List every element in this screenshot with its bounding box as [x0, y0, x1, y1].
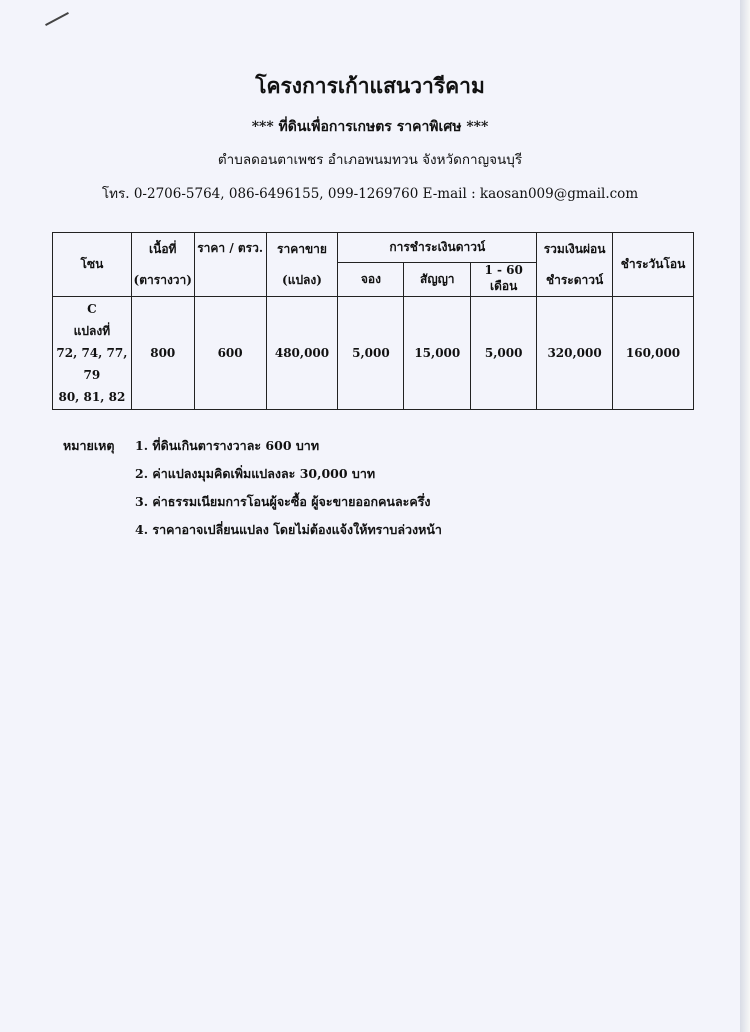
plots-list-1: 72, 74, 77, 79 — [56, 346, 128, 382]
table-row — [53, 297, 694, 410]
header-months: 1 - 60 เดือน — [471, 263, 537, 297]
header-contract: สัญญา — [404, 263, 471, 297]
cell-zone — [53, 297, 132, 410]
notes-label: หมายเหตุ — [63, 438, 115, 453]
header-booking: จอง — [338, 263, 404, 297]
cell-transfer-payment: 160,000 — [613, 297, 694, 410]
header-area — [131, 233, 194, 297]
header-zone: โซน — [53, 233, 132, 297]
document-title: โครงการเก้าแสนวารีคาม — [255, 73, 485, 98]
document-subtitle: *** ที่ดินเพื่อการเกษตร ราคาพิเศษ *** — [251, 119, 489, 135]
header-total-installment-label: รวมเงินผ่อน — [543, 241, 606, 256]
header-price-per-sqw: ราคา / ตรว. — [194, 233, 266, 297]
header-area-label: เนื้อที่ — [149, 241, 177, 256]
cell-total-installment: 320,000 — [537, 297, 613, 410]
header-sale-price — [266, 233, 338, 297]
header-area-unit: (ตารางวา) — [133, 272, 192, 287]
cell-sale-price: 480,000 — [266, 297, 338, 410]
note-item: 3. ค่าธรรมเนียมการโอนผู้จะซื้อ ผู้จะขายออกคนละครึ่ง — [135, 494, 431, 509]
address-line: ตำบลดอนตาเพชร อำเภอพนมทวน จังหวัดกาญจนบุรี — [217, 152, 523, 168]
cell-months: 5,000 — [471, 297, 537, 410]
cell-price-per-sqw: 600 — [194, 297, 266, 410]
note-item: 1. ที่ดินเกินตารางวาละ 600 บาท — [135, 438, 320, 453]
notes-list — [135, 436, 555, 548]
header-transfer-payment: ชำระวันโอน — [613, 233, 694, 297]
note-item: 2. ค่าแปลงมุมคิดเพิ่มแปลงละ 30,000 บาท — [135, 466, 376, 481]
cell-area: 800 — [131, 297, 194, 410]
contact-line: โทร. 0-2706-5764, 086-6496155, 099-1269760 E-mail : kaosan009@gmail.com — [101, 186, 639, 202]
table-header-row — [53, 233, 694, 263]
zone-code: C — [87, 302, 97, 316]
header-total-installment — [537, 233, 613, 297]
cell-contract: 15,000 — [404, 297, 471, 410]
plots-list-2: 80, 81, 82 — [58, 390, 126, 404]
header-sale-price-unit: (แปลง) — [282, 272, 322, 287]
price-table — [52, 232, 694, 410]
plots-label: แปลงที่ — [73, 324, 111, 338]
cell-booking: 5,000 — [338, 297, 404, 410]
page-edge — [740, 0, 750, 1032]
header-sale-price-label: ราคาขาย — [277, 241, 327, 256]
header-down-payment: การชำระเงินดาวน์ — [338, 233, 537, 263]
header-total-installment-label-2: ชำระดาวน์ — [545, 272, 604, 287]
note-item: 4. ราคาอาจเปลี่ยนแปลง โดยไม่ต้องแจ้งให้ทราบล่วงหน้า — [135, 522, 442, 537]
